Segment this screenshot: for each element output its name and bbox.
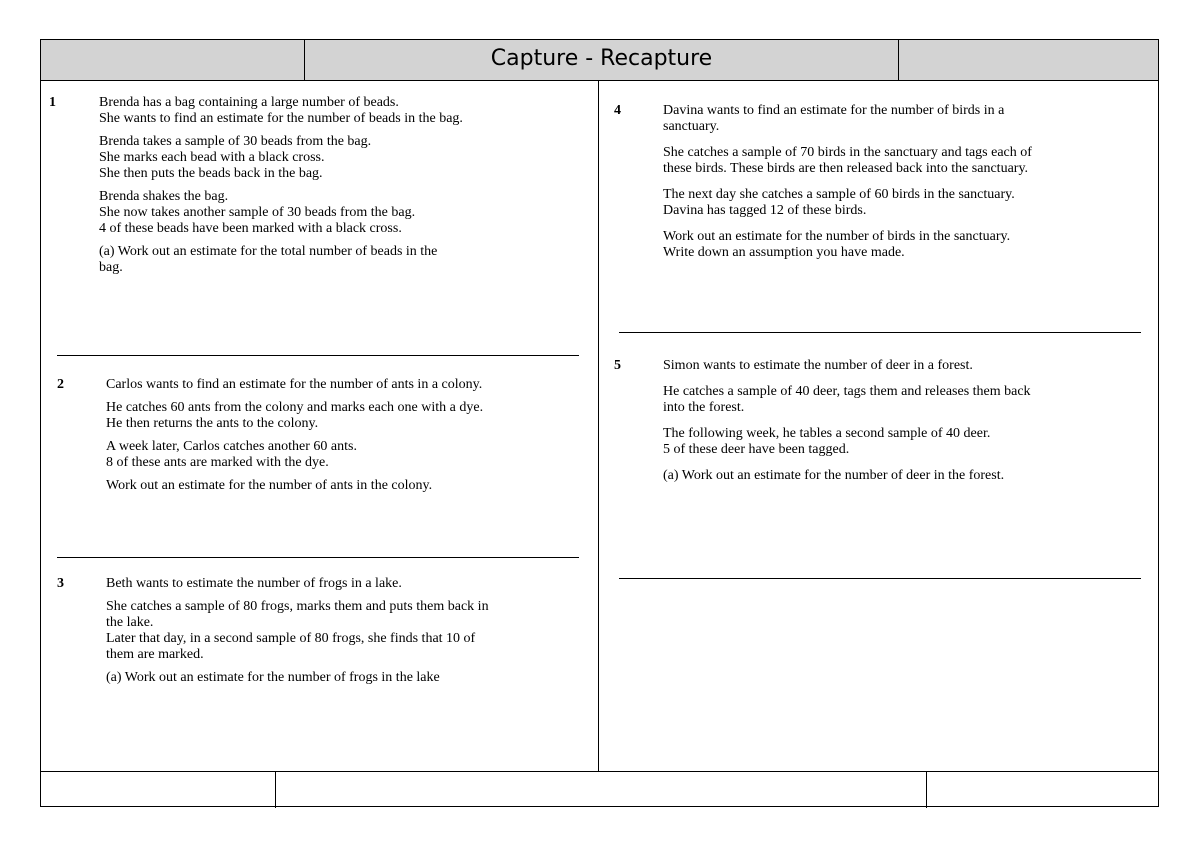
worksheet <box>40 39 1159 807</box>
question-3 <box>106 576 586 693</box>
question-3-paragraph: (a) Work out an estimate for the number of frogs in the lake <box>106 670 440 685</box>
question-5-paragraph: He catches a sample of 40 deer, tags them and releases them back into the forest. <box>663 384 1031 415</box>
question-1-paragraph: Brenda has a bag containing a large number of beads. She wants to find an estimate for the number of beads in the bag. <box>99 95 463 126</box>
question-2-paragraph: Work out an estimate for the number of ants in the colony. <box>106 478 433 493</box>
footer-cell-middle <box>276 772 927 808</box>
separator-line <box>619 578 1141 579</box>
question-4-paragraph: Work out an estimate for the number of birds in the sanctuary. Write down an assumption you have made. <box>663 229 1011 260</box>
footer-cell-right <box>927 772 1160 808</box>
question-1-paragraph: (a) Work out an estimate for the total number of beads in the bag. <box>99 244 438 275</box>
question-2-number: 2 <box>57 377 64 392</box>
question-2 <box>106 377 586 501</box>
question-3-number: 3 <box>57 576 64 591</box>
question-4-paragraph: She catches a sample of 70 birds in the sanctuary and tags each of these birds. These birds are then released back into the sanctuary. <box>663 145 1032 176</box>
question-4-number: 4 <box>614 103 621 118</box>
question-5-number: 5 <box>614 358 621 373</box>
question-4 <box>663 103 1143 268</box>
question-5 <box>663 358 1143 491</box>
question-5-paragraph: The following week, he tables a second sample of 40 deer. 5 of these deer have been tagged. <box>663 426 991 457</box>
header-cell-title <box>305 40 899 80</box>
separator-line <box>57 557 579 558</box>
question-4-paragraph: The next day she catches a sample of 60 birds in the sanctuary. Davina has tagged 12 of these birds. <box>663 187 1015 218</box>
column-divider <box>598 81 599 771</box>
question-5-paragraph: Simon wants to estimate the number of deer in a forest. <box>663 358 973 373</box>
header-cell-right <box>899 40 1160 80</box>
question-2-paragraph: Carlos wants to find an estimate for the number of ants in a colony. <box>106 377 483 392</box>
separator-line <box>619 332 1141 333</box>
page-title: Capture - Recapture <box>490 46 713 71</box>
question-1-paragraph: Brenda takes a sample of 30 beads from the bag. She marks each bead with a black cross. She then puts the beads back in the bag. <box>99 134 372 181</box>
header-bar <box>41 40 1158 81</box>
header-cell-left <box>41 40 305 80</box>
question-2-paragraph: A week later, Carlos catches another 60 ants. 8 of these ants are marked with the dye. <box>106 439 357 470</box>
question-1 <box>99 95 579 283</box>
question-2-paragraph: He catches 60 ants from the colony and marks each one with a dye. He then returns the ants to the colony. <box>106 400 484 431</box>
footer-bar <box>41 771 1158 807</box>
question-1-paragraph: Brenda shakes the bag. She now takes another sample of 30 beads from the bag. 4 of these beads have been marked with a black cross. <box>99 189 416 236</box>
footer-cell-left <box>41 772 276 808</box>
question-5-paragraph: (a) Work out an estimate for the number of deer in the forest. <box>663 468 1005 483</box>
question-3-paragraph: Beth wants to estimate the number of frogs in a lake. <box>106 576 402 591</box>
question-3-paragraph: She catches a sample of 80 frogs, marks them and puts them back in the lake. Later that day, in a second sample of 80 frogs, she finds that 10 of them are marked. <box>106 599 489 662</box>
question-4-paragraph: Davina wants to find an estimate for the number of birds in a sanctuary. <box>663 103 1005 134</box>
separator-line <box>57 355 579 356</box>
question-1-number: 1 <box>49 95 56 110</box>
